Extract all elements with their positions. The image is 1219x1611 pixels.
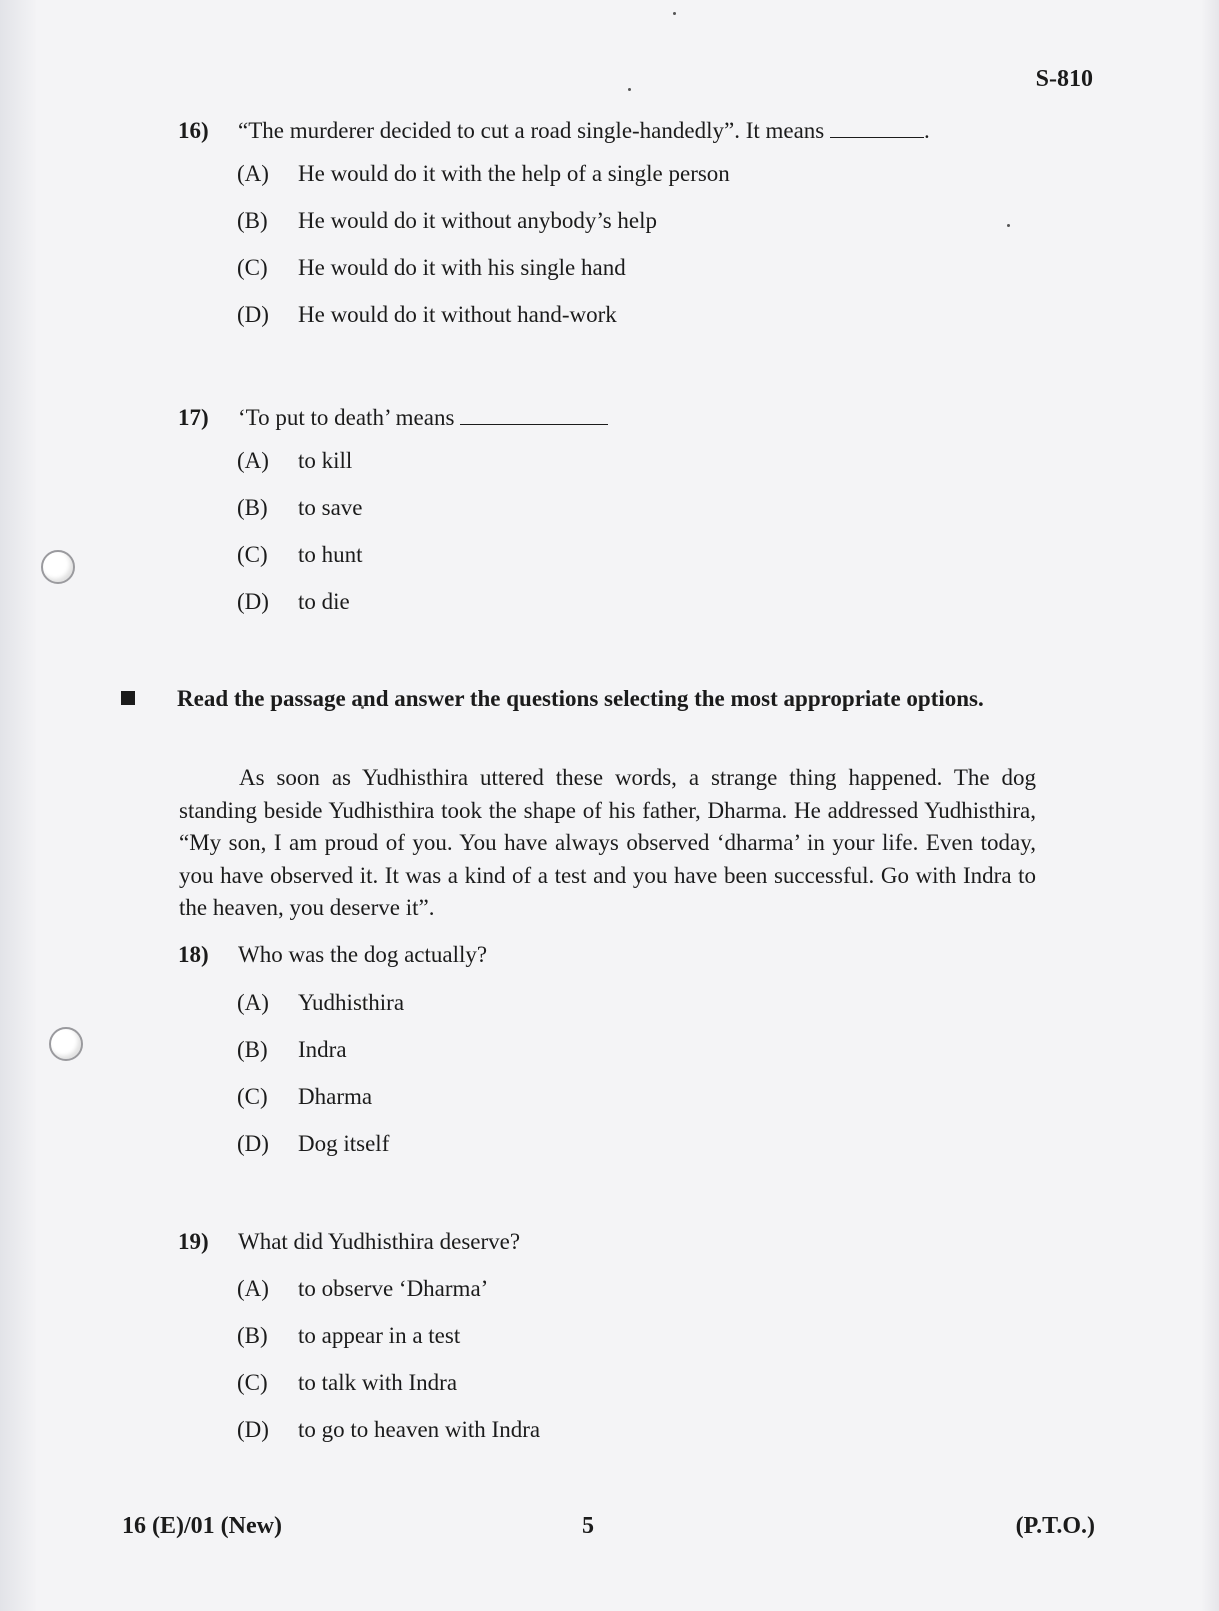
reading-passage: As soon as Yudhisthira uttered these words, a strange thing happened. The dog standing beside Yudhisthira took the shape of his father, Dharma. He addressed Yudhisthira, “My son, I am proud of you. You have always observed ‘dharma’ in your life. Even today, you have observed it. It was a kind of a test and you have been successful. Go with Indra to the heaven, you deserve it”. bbox=[179, 765, 1036, 920]
option-16-c bbox=[237, 255, 626, 281]
scan-speck bbox=[673, 12, 676, 15]
prompt-period: . bbox=[924, 118, 930, 143]
option-17-d bbox=[237, 589, 350, 615]
option-text: He would do it with the help of a single person bbox=[298, 161, 730, 186]
question-18 bbox=[178, 942, 487, 968]
option-17-c bbox=[237, 542, 363, 568]
punch-hole-bottom bbox=[49, 1027, 83, 1061]
option-key: (B) bbox=[237, 208, 268, 233]
answer-blank bbox=[460, 401, 608, 425]
option-text: to hunt bbox=[298, 542, 363, 567]
option-18-b bbox=[237, 1037, 347, 1063]
option-text: Dog itself bbox=[298, 1131, 390, 1156]
question-prompt: “The murderer decided to cut a road single-handedly”. It means bbox=[238, 118, 825, 143]
option-key: (C) bbox=[237, 542, 268, 567]
option-key: (B) bbox=[237, 495, 268, 520]
option-text: Yudhisthira bbox=[298, 990, 405, 1015]
option-text: He would do it without anybody’s help bbox=[298, 208, 658, 233]
option-text: Dharma bbox=[298, 1084, 373, 1109]
option-key: (B) bbox=[237, 1037, 268, 1062]
option-16-a bbox=[237, 161, 730, 187]
option-19-c bbox=[237, 1370, 457, 1396]
question-prompt: Who was the dog actually? bbox=[238, 942, 488, 967]
option-16-b bbox=[237, 208, 657, 234]
scan-speck bbox=[1007, 224, 1010, 227]
option-text: He would do it without hand-work bbox=[298, 302, 617, 327]
question-16 bbox=[178, 114, 930, 144]
option-text: to die bbox=[298, 589, 350, 614]
option-19-a bbox=[237, 1276, 488, 1302]
question-number: 16) bbox=[178, 118, 209, 143]
question-prompt: What did Yudhisthira deserve? bbox=[238, 1229, 521, 1254]
paper-series-code: S-810 bbox=[1035, 66, 1093, 92]
instruction-text: Read the passage and answer the questions selecting the most appropriate options. bbox=[177, 686, 984, 711]
punch-hole-top bbox=[41, 550, 75, 584]
option-key: (D) bbox=[237, 302, 269, 327]
footer-paper-code: 16 (E)/01 (New) bbox=[122, 1513, 282, 1539]
question-number: 19) bbox=[178, 1229, 209, 1254]
footer-pto: (P.T.O.) bbox=[1015, 1513, 1095, 1539]
question-number: 17) bbox=[178, 405, 209, 430]
option-key: (A) bbox=[237, 1276, 269, 1301]
option-text: to appear in a test bbox=[298, 1323, 461, 1348]
option-text: to talk with Indra bbox=[298, 1370, 458, 1395]
option-18-c bbox=[237, 1084, 372, 1110]
option-key: (A) bbox=[237, 990, 269, 1015]
option-key: (D) bbox=[237, 1131, 269, 1156]
option-text: He would do it with his single hand bbox=[298, 255, 626, 280]
question-number: 18) bbox=[178, 942, 209, 967]
page-right-shadow bbox=[1201, 0, 1219, 1611]
option-key: (D) bbox=[237, 1417, 269, 1442]
option-key: (C) bbox=[237, 1084, 268, 1109]
option-17-b bbox=[237, 495, 363, 521]
option-19-b bbox=[237, 1323, 460, 1349]
option-text: to go to heaven with Indra bbox=[298, 1417, 541, 1442]
option-text: Indra bbox=[298, 1037, 347, 1062]
option-key: (B) bbox=[237, 1323, 268, 1348]
option-key: (A) bbox=[237, 161, 269, 186]
option-19-d bbox=[237, 1417, 540, 1443]
answer-blank bbox=[830, 114, 924, 138]
option-key: (C) bbox=[237, 255, 268, 280]
option-key: (D) bbox=[237, 589, 269, 614]
option-18-d bbox=[237, 1131, 389, 1157]
scan-speck bbox=[628, 88, 631, 91]
question-17 bbox=[178, 401, 608, 431]
question-19 bbox=[178, 1229, 520, 1255]
option-18-a bbox=[237, 990, 404, 1016]
option-text: to observe ‘Dharma’ bbox=[298, 1276, 489, 1301]
option-text: to save bbox=[298, 495, 363, 520]
option-17-a bbox=[237, 448, 352, 474]
square-bullet-icon bbox=[121, 691, 135, 705]
question-prompt: ‘To put to death’ means bbox=[238, 405, 455, 430]
option-16-d bbox=[237, 302, 617, 328]
page-left-edge bbox=[0, 0, 36, 1611]
footer-page-number: 5 bbox=[582, 1513, 594, 1539]
option-key: (A) bbox=[237, 448, 269, 473]
option-key: (C) bbox=[237, 1370, 268, 1395]
option-text: to kill bbox=[298, 448, 353, 473]
